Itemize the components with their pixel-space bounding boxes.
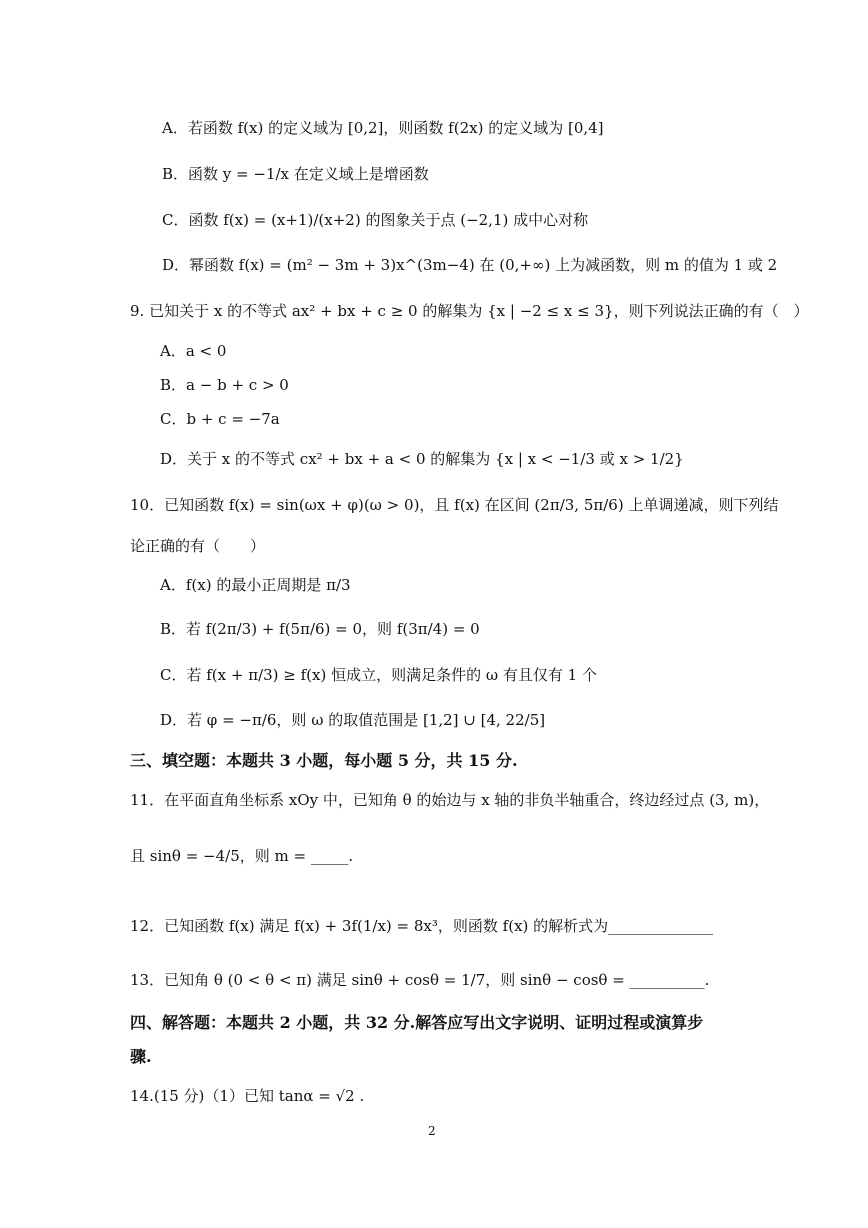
question-14: 14.(15 分)（1）已知 tanα = √2 . <box>130 1087 365 1105</box>
option-10b: B．若 f(2π/3) + f(5π/6) = 0，则 f(3π/4) = 0 <box>160 620 480 638</box>
question-13: 13．已知角 θ (0 < θ < π) 满足 sinθ + cosθ = 1/7，则 sinθ − cosθ = __________. <box>130 971 710 989</box>
question-10: 10．已知函数 f(x) = sin(ωx + φ)(ω > 0)，且 f(x) 在区间 (2π/3, 5π/6) 上单调递减，则下列结 <box>130 496 779 514</box>
option-10c: C．若 f(x + π/3) ≥ f(x) 恒成立，则满足条件的 ω 有且仅有 1 个 <box>160 666 597 684</box>
question-11: 11．在平面直角坐标系 xOy 中，已知角 θ 的始边与 x 轴的非负半轴重合，终边经过点 (3, m)， <box>130 791 770 809</box>
page-number: 2 <box>428 1124 436 1138</box>
option-9d: D．关于 x 的不等式 cx² + bx + a < 0 的解集为 {x | x < −1/3 或 x > 1/2} <box>160 450 684 468</box>
section-3-heading: 三、填空题：本题共 3 小题，每小题 5 分，共 15 分. <box>130 751 518 770</box>
option-10d: D．若 φ = −π/6，则 ω 的取值范围是 [1,2] ∪ [4, 22/5] <box>160 711 546 729</box>
option-9c: C．b + c = −7a <box>160 410 280 428</box>
option-8c: C．函数 f(x) = (x+1)/(x+2) 的图象关于点 (−2,1) 成中心对称 <box>162 211 589 229</box>
question-12: 12．已知函数 f(x) 满足 f(x) + 3f(1/x) = 8x³，则函数 f(x) 的解析式为______________ <box>130 917 714 935</box>
question-10-cont: 论正确的有（ ） <box>130 537 266 555</box>
option-10a: A．f(x) 的最小正周期是 π/3 <box>160 576 351 594</box>
option-8d: D．幂函数 f(x) = (m² − 3m + 3)x^(3m−4) 在 (0,+∞) 上为减函数，则 m 的值为 1 或 2 <box>162 256 778 274</box>
question-9: 9. 已知关于 x 的不等式 ax² + bx + c ≥ 0 的解集为 {x | −2 ≤ x ≤ 3}，则下列说法正确的有（ ） <box>130 302 809 320</box>
option-9b: B．a − b + c > 0 <box>160 376 289 394</box>
section-4-heading: 四、解答题：本题共 2 小题，共 32 分.解答应写出文字说明、证明过程或演算步 <box>130 1013 704 1032</box>
option-9a: A．a < 0 <box>160 342 227 360</box>
option-8a: A．若函数 f(x) 的定义域为 [0,2]，则函数 f(2x) 的定义域为 [0,4] <box>162 119 604 137</box>
question-11-cont: 且 sinθ = −4/5，则 m = _____. <box>130 847 354 865</box>
option-8b: B．函数 y = −1/x 在定义域上是增函数 <box>162 165 429 183</box>
section-4-heading-cont: 骤. <box>130 1047 152 1066</box>
